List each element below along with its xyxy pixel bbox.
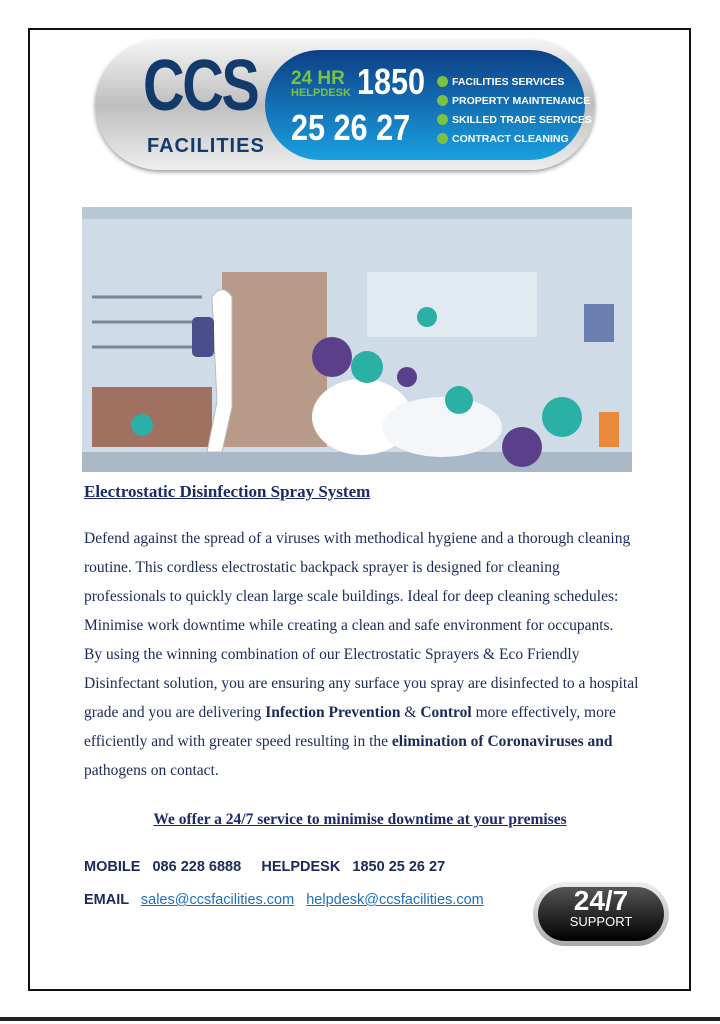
service-label: CONTRACT CLEANING [452, 132, 569, 145]
ccs-logo-banner [95, 40, 595, 170]
text: more effectively, more efficiently and with greater speed resulting in the [84, 704, 616, 750]
bold-text: elimination of Coronaviruses and [391, 733, 613, 750]
tools-icon [437, 114, 448, 125]
phone-part-1: 1850 [357, 61, 426, 102]
sales-email-link[interactable]: sales@ccsfacilities.com [140, 892, 295, 908]
service-cta: We offer a 24/7 service to minimise downtime at your premises [153, 811, 567, 828]
service-label: SKILLED TRADE SERVICES [452, 113, 592, 126]
mobile-label: MOBILE [84, 859, 141, 875]
helpdesk-text: HELPDESK [291, 87, 351, 99]
paragraph-1: Defend against the spread of a viruses with methodical hygiene and a thorough cleaning routine. This cordless electrostatic backpack sprayer is designed for cleaning professionals to quickly clean large scale buildings. Ideal for deep cleaning schedules: Minimise work downtime while creating a clean and safe environment for occupants. [84, 530, 631, 634]
service-item [437, 72, 592, 91]
services-list [437, 72, 592, 148]
service-label: FACILITIES SERVICES [452, 75, 565, 88]
hr-text: 24 HR [291, 68, 345, 89]
wrench-icon [437, 95, 448, 106]
text: By using the winning combination of our Electrostatic Sprayers & Eco Friendly Disinfectant solution, you are ensuring any surface you spray are disinfected to a hospital grade and you are delivering [84, 646, 639, 721]
helpdesk-number: 1850 25 26 27 [352, 859, 446, 875]
helpdesk-pill [265, 50, 592, 160]
article-title: Electrostatic Disinfection Spray System [84, 482, 371, 501]
support-badge [533, 882, 669, 946]
phone-part-2: 25 26 27 [291, 107, 411, 148]
email-line [84, 890, 524, 910]
hr-label [291, 70, 351, 100]
text: pathogens on contact. [84, 762, 219, 779]
service-icon [437, 76, 448, 87]
helpdesk-label: HELPDESK [261, 859, 341, 875]
paragraph-2 [84, 640, 644, 785]
logo-sub: FACILITIES [147, 135, 265, 157]
badge-big-text: 24/7 [573, 885, 629, 916]
page-bottom-rule [0, 1017, 720, 1021]
service-label: PROPERTY MAINTENANCE [452, 94, 591, 107]
text: & [400, 704, 421, 721]
cleaning-icon [437, 133, 448, 144]
service-item [437, 110, 592, 129]
disinfection-illustration [82, 207, 632, 472]
phone-line [84, 857, 524, 877]
logo-brand: CCS [143, 46, 258, 126]
badge-small-text: SUPPORT [569, 914, 633, 929]
bold-text: Control [420, 704, 472, 721]
mobile-number: 086 228 6888 [152, 859, 242, 875]
bold-text: Infection Prevention [265, 704, 401, 721]
article-body [84, 524, 644, 785]
service-item [437, 129, 592, 148]
article-section [84, 481, 644, 910]
helpdesk-email-link[interactable]: helpdesk@ccsfacilities.com [306, 892, 484, 908]
service-item [437, 91, 592, 110]
email-label: EMAIL [84, 892, 129, 908]
